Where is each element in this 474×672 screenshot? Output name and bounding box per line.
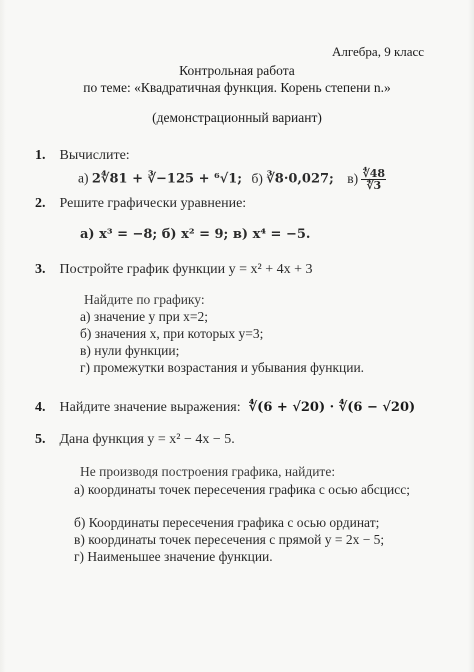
task-number: 3. xyxy=(35,262,46,277)
task-prompt: Вычислите: xyxy=(59,148,130,163)
task-number: 1. xyxy=(35,148,46,163)
fraction-denominator: ∜3 xyxy=(366,179,382,192)
list-item: а) координаты точек пересечения графика с осью абсцисс; xyxy=(74,482,410,497)
task-2 xyxy=(35,194,246,212)
list-item: г) промежутки возрастания и убывания функции. xyxy=(80,360,365,375)
document-topic: по теме: «Квадратичная функция. Корень степени n.» xyxy=(83,80,391,95)
list-item: б) Координаты пересечения графика с осью ординат; xyxy=(74,515,380,530)
fraction xyxy=(361,168,386,191)
equations-line: а) x³ = −8; б) x² = 9; в) x⁴ = −5. xyxy=(80,227,311,242)
variant-label: (демонстрационный вариант) xyxy=(152,110,322,125)
task-number: 5. xyxy=(35,432,46,447)
task-5-subheading: Не производя построения графика, найдите: xyxy=(80,464,336,479)
list-item: в) нули функции; xyxy=(80,343,180,358)
task-4 xyxy=(35,398,415,416)
task-3 xyxy=(35,260,312,278)
task-number: 4. xyxy=(35,400,46,415)
task-prompt: Дана функция y = x² − 4x − 5. xyxy=(59,432,235,447)
task-prompt: Решите графически уравнение: xyxy=(59,196,247,211)
item-label: в) xyxy=(347,170,359,186)
task-prompt: Постройте график функции y = x² + 4x + 3 xyxy=(59,262,313,277)
document-title: Контрольная работа xyxy=(179,63,295,78)
expression: ∜(6 + √20) · ∜(6 − √20) xyxy=(248,400,416,415)
item-label: б) xyxy=(251,170,263,186)
item-expression: ∛8·0,027; xyxy=(266,171,334,187)
task-prompt: Найдите значение выражения: xyxy=(59,400,241,415)
subject-grade: Алгебра, 9 класс xyxy=(332,44,425,59)
fraction-numerator: ∜48 xyxy=(362,167,386,180)
item-expression: 2∜81 + ∛−125 + ⁶√1; xyxy=(91,171,243,187)
task-2-equations xyxy=(80,226,310,242)
list-item: г) Наименьшее значение функции. xyxy=(74,549,273,564)
list-item: а) значение у при х=2; xyxy=(80,309,209,324)
item-label: а) xyxy=(78,170,89,186)
list-item: в) координаты точек пересечения с прямой y = 2x − 5; xyxy=(74,532,385,547)
task-5 xyxy=(35,430,235,448)
task-1-items xyxy=(78,168,386,191)
list-item: б) значения х, при которых у=3; xyxy=(80,326,264,341)
task-number: 2. xyxy=(35,196,46,211)
task-1 xyxy=(35,146,130,164)
task-3-subheading: Найдите по графику: xyxy=(84,292,205,307)
